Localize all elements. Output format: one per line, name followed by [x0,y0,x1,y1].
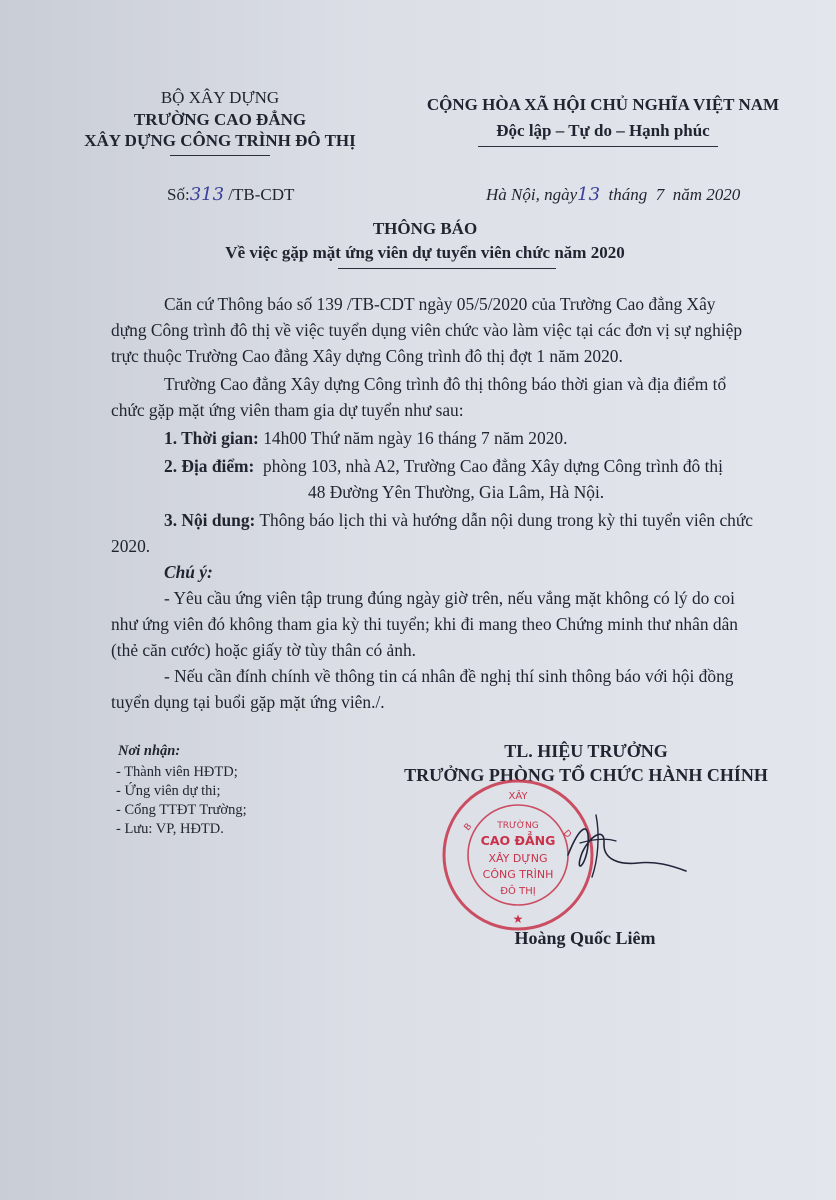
subject-underline [338,268,556,269]
seal-line3: XÂY DỰNG [488,852,548,865]
date-line [486,184,740,205]
recipient-item: - Ứng viên dự thi; [116,783,221,799]
document-number [167,184,294,205]
item-content [164,510,753,531]
note1-line3: (thẻ căn cước) hoặc giấy tờ tùy thân có ảnh. [111,640,416,660]
item-content-text: Thông báo lịch thi và hướng dẫn nội dung trong kỳ thi tuyển viên chức [259,510,754,530]
national-motto: Độc lập – Tự do – Hạnh phúc [496,121,710,140]
paragraph2-line2: chức gặp mặt ứng viên tham gia dự tuyển như sau: [111,400,464,420]
recipient-item: - Cổng TTĐT Trường; [116,802,247,818]
item-location-label: 2. Địa điểm: [164,456,255,476]
recipient-item: - Lưu: VP, HĐTD. [116,821,224,837]
paragraph1-line3: trực thuộc Trường Cao đẳng Xây dựng Công trình đô thị đợt 1 năm 2020. [111,346,623,366]
date-year: năm 2020 [672,185,741,204]
seal-star-icon: ★ [512,912,524,926]
note2-line1: - Nếu cần đính chính về thông tin cá nhân đề nghị thí sinh thông báo với hội đồng [164,666,734,686]
seal-line2: CAO ĐẲNG [480,833,556,848]
seal-line5: ĐÔ THỊ [500,886,536,897]
signer-title-line1: TL. HIỆU TRƯỞNG [504,741,668,761]
signer-title-line2: TRƯỞNG PHÒNG TỔ CHỨC HÀNH CHÍNH [404,765,768,785]
handwritten-signature [560,805,690,885]
date-month: 7 [655,185,665,204]
signer-name: Hoàng Quốc Liêm [514,928,656,948]
date-day-handwritten: 13 [577,184,601,205]
seal-line1: TRƯỜNG [497,821,539,831]
number-suffix: /TB-CDT [228,185,295,204]
note-heading: Chú ý: [164,562,213,582]
number-handwritten: 313 [189,184,225,205]
item-location [164,456,723,477]
note2-line2: tuyển dụng tại buổi gặp mặt ứng viên./. [111,692,385,712]
item-location-text: phòng 103, nhà A2, Trường Cao đẳng Xây dựng Công trình đô thị [263,456,723,476]
date-place: Hà Nội, ngày [486,185,578,204]
recipient-item: - Thành viên HĐTD; [116,764,238,780]
seal-line4: CÔNG TRÌNH [482,868,554,881]
seal-ring-mark: B [462,821,475,833]
seal-ring-mark: D [560,828,573,841]
item-time-text: 14h00 Thứ năm ngày 16 tháng 7 năm 2020. [263,428,568,448]
item-content-label: 3. Nội dung: [164,510,256,530]
seal-ring-text: XÂY [508,791,528,802]
ministry-name: BỘ XÂY DỰNG [160,88,280,107]
number-prefix: Số: [167,185,190,204]
school-name-line1: TRƯỜNG CAO ĐẲNG [133,110,307,129]
recipients-heading: Nơi nhận: [118,743,181,759]
item-time-label: 1. Thời gian: [164,428,259,448]
document-subject: Về việc gặp mặt ứng viên dự tuyển viên chức năm 2020 [225,243,625,262]
paragraph1-line2: dựng Công trình đô thị về việc tuyển dụng viên chức vào làm việc tại các đơn vị sự nghiệp [111,320,743,340]
note1-line1: - Yêu cầu ứng viên tập trung đúng ngày giờ trên, nếu vắng mặt không có lý do coi [164,588,735,608]
paragraph2-line1: Trường Cao đẳng Xây dựng Công trình đô thị thông báo thời gian và địa điểm tổ [164,374,727,394]
school-name-line2: XÂY DỰNG CÔNG TRÌNH ĐÔ THỊ [84,131,356,150]
item-content-line2: 2020. [111,536,151,556]
note1-line2: như ứng viên đó không tham gia kỳ thi tuyển; khi đi mang theo Chứng minh thư nhân dân [111,614,738,634]
country-name: CỘNG HÒA XÃ HỘI CHỦ NGHĨA VIỆT NAM [426,95,780,114]
item-location-line2: 48 Đường Yên Thường, Gia Lâm, Hà Nội. [308,482,605,502]
date-month-label: tháng [608,185,648,204]
motto-underline [478,146,718,147]
item-time [164,428,567,449]
paragraph1-line1: Căn cứ Thông báo số 139 /TB-CDT ngày 05/5/2020 của Trường Cao đẳng Xây [164,294,716,314]
header-left-underline [170,155,270,156]
document-title: THÔNG BÁO [372,219,478,238]
